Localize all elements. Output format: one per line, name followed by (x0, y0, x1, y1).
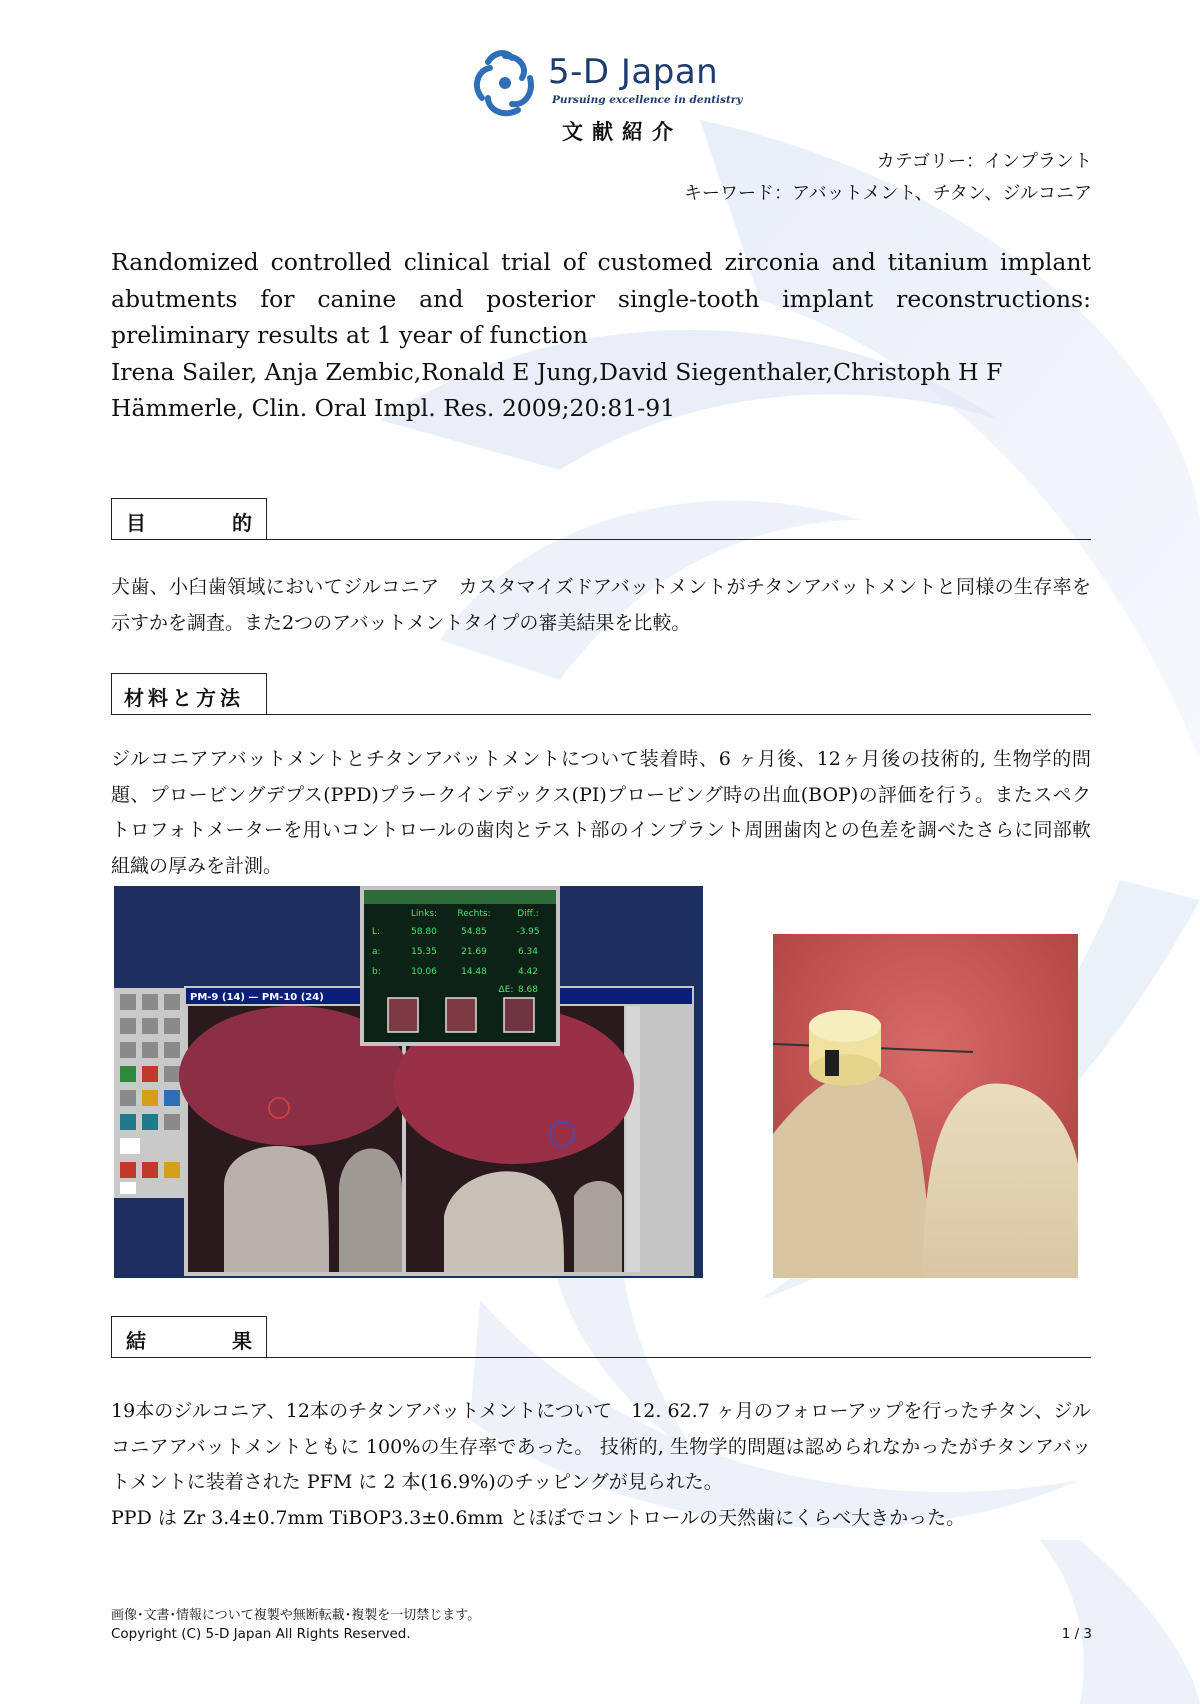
section-header-methods (111, 673, 1091, 717)
brand-name: 5-D Japan (548, 52, 719, 92)
article-meta (684, 146, 1092, 210)
results-text (111, 1394, 1091, 1536)
table-value: 4.42 (517, 967, 539, 977)
copyright: Copyright (C) 5-D Japan All Rights Reserved. (111, 1626, 411, 1642)
brand-logo (470, 44, 770, 144)
table-value: 54.85 (461, 927, 487, 937)
table-value: 6.34 (517, 947, 539, 957)
page-number: 1 / 3 (1061, 1626, 1092, 1642)
table-header: Diff.: (517, 909, 539, 919)
heading-char: 的 (232, 511, 252, 535)
keywords-line: キーワード：アバットメント、チタン、ジルコニア (684, 183, 1092, 204)
category-line: カテゴリー：インプラント (876, 151, 1092, 172)
heading-text: 材料と方法 (124, 686, 244, 710)
brand-tagline: Pursuing excellence in dentistry (552, 94, 743, 106)
row-label: a: (372, 947, 381, 957)
section-heading-box (111, 498, 267, 540)
copy-notice: 画像･文書･情報について複製や無断転載･複製を一切禁じます。 (111, 1608, 481, 1623)
row-label: L: (372, 927, 381, 937)
heading-char: 目 (126, 511, 146, 535)
title-line: Randomized controlled clinical trial of customed zirconia and titanium implant (111, 248, 1091, 276)
gingiva-photo-graphic (773, 934, 1078, 1278)
title-line: abutments for canine and posterior single-tooth implant reconstructions: (111, 284, 1091, 313)
flower-logo-icon (470, 48, 540, 118)
authors-line: Irena Sailer, Anja Zembic,Ronald E Jung,David Siegenthaler,Christoph H F (111, 357, 1003, 386)
delta-value: 8.68 (517, 985, 539, 995)
row-label: b: (372, 967, 381, 977)
results-paragraph: PPD は Zr 3.4±0.7mm TiBOP3.3±0.6mm とほぼでコントロールの天然歯にくらべ大きかった。 (111, 1506, 966, 1529)
section-rule (267, 714, 1091, 715)
table-value: 14.48 (461, 967, 487, 977)
methods-text: ジルコニアアバットメントとチタンアバットメントについて装着時、6 ヶ月後、12ヶ月後の技術的, 生物学的問題、プロービングデプス(PPD)プラークインデックス(PI)プロービング時の出血(BOP)の評価を行う。またスペクトロフォトメーターを用いコントロールの歯肉とテスト部のインプラント周囲歯肉との色差を調べたさらに同部軟組織の厚みを計測。 (111, 748, 1091, 877)
window-title: PM-9 (14) — PM-10 (24) (190, 992, 324, 1003)
table-value: 10.06 (411, 967, 437, 977)
section-heading-box (111, 673, 267, 715)
clinical-photo (773, 934, 1078, 1278)
table-value: 58.80 (411, 927, 437, 937)
table-value: 15.35 (411, 947, 437, 957)
purpose-text: 犬歯、小臼歯領域においてジルコニア カスタマイズドアバットメントがチタンアバットメントと同様の生存率を示すかを調査。また2つのアバットメントタイプの審美結果を比較。 (111, 576, 1091, 634)
table-value: -3.95 (516, 927, 540, 937)
article-citation (111, 244, 1091, 427)
heading-char: 結 (126, 1329, 146, 1353)
table-value: 21.69 (461, 947, 487, 957)
delta-label: ΔE: (498, 985, 514, 995)
section-label: 文献紹介 (562, 119, 682, 144)
section-heading-box (111, 1316, 267, 1358)
title-line: preliminary results at 1 year of function (111, 321, 588, 349)
spectrophotometer-screenshot (114, 886, 703, 1278)
section-header-purpose (111, 498, 1091, 542)
table-header: Rechts: (457, 909, 491, 919)
section-rule (267, 539, 1091, 540)
section-rule (267, 1357, 1091, 1358)
section-header-results (111, 1316, 1091, 1360)
results-paragraph: 19本のジルコニア、12本のチタンアバットメントについて 12. 62.7 ヶ月のフォローアップを行ったチタン、ジルコニアアバットメントともに 100%の生存率であった。 技術的, 生物学的問題は認められなかったがチタンアバットメントに装着された PFM に 2 本(16.9%)のチッピングが見られた。 (111, 1400, 1091, 1493)
table-header: Links: (410, 909, 438, 919)
software-window-graphic (114, 886, 703, 1278)
heading-char: 果 (232, 1329, 252, 1353)
authors-line: Hämmerle, Clin. Oral Impl. Res. 2009;20:81-91 (111, 394, 676, 422)
